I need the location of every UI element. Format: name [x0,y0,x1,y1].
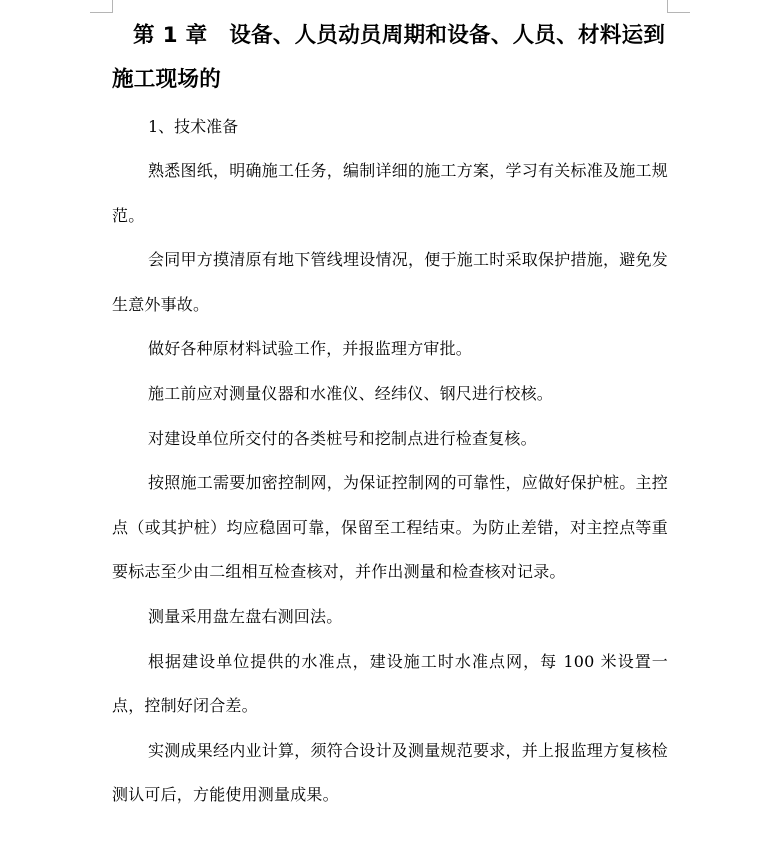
section-heading: 1、技术准备 [148,117,239,136]
paragraph-instrument-calibration: 施工前应对测量仪器和水准仪、经纬仪、钢尺进行校核。 [148,383,554,403]
paragraph-survey-method: 测量采用盘左盘右测回法。 [148,606,343,626]
page-corner-mark-right [667,0,690,13]
paragraph-survey-results: 实测成果经内业计算，须符合设计及测量规范要求，并上报监理方复核检测认可后，方能使用测量成果。 [112,740,668,805]
paragraph-control-network: 按照施工需要加密控制网，为保证控制网的可靠性，应做好保护桩。主控点（或其护桩）均应稳固可靠，保留至工程结束。为防止差错，对主控点等重要标志至少由二组相互检查核对，并作出测量和检查核对记录。 [112,473,668,582]
paragraph-material-tests: 做好各种原材料试验工作，并报监理方审批。 [148,339,473,359]
paragraph-benchmark-network: 根据建设单位提供的水准点，建设施工时水准点网，每 100 米设置一点，控制好闭合差。 [112,651,668,716]
paragraph-stake-check: 对建设单位所交付的各类桩号和挖制点进行检查复核。 [148,428,537,448]
document-body [112,14,668,818]
page-corner-mark-left [90,0,113,13]
chapter-title: 第 1 章 设备、人员动员周期和设备、人员、材料运到施工现场的 [112,23,666,92]
paragraph-pipelines: 会同甲方摸清原有地下管线埋设情况，便于施工时采取保护措施，避免发生意外事故。 [112,250,668,314]
paragraph-drawings: 熟悉图纸，明确施工任务，编制详细的施工方案，学习有关标准及施工规范。 [112,161,668,225]
